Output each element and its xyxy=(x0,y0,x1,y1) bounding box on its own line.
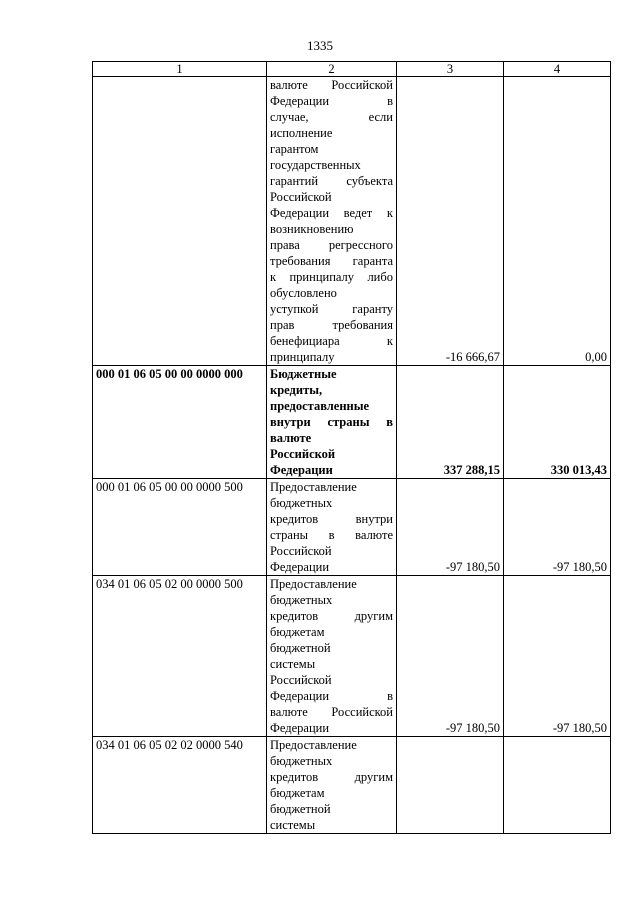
description-line: Федерации ведет к xyxy=(270,206,393,220)
description-line: Российской xyxy=(270,673,332,687)
description-line: Предоставление xyxy=(270,738,357,752)
description-line: требования гаранта xyxy=(270,254,393,268)
description-line: валюте Российской xyxy=(270,78,393,92)
description-line: бюджетных xyxy=(270,496,333,510)
value-2023-cell: 337 288,15 xyxy=(397,366,504,479)
description-cell xyxy=(267,77,397,366)
table-row xyxy=(93,737,611,834)
description-line: бенефициара к xyxy=(270,334,393,348)
description-cell xyxy=(267,366,397,479)
description-line: бюджетных xyxy=(270,593,333,607)
description-line: бюджетной xyxy=(270,641,331,655)
value-2024-cell: -97 180,50 xyxy=(504,479,611,576)
table-row xyxy=(93,366,611,479)
table-row xyxy=(93,479,611,576)
description-cell xyxy=(267,479,397,576)
description-line: права регрессного xyxy=(270,238,393,252)
description-line: кредитов внутри xyxy=(270,512,393,526)
description-line: к принципалу либо xyxy=(270,270,393,284)
description-line: гарантий субъекта xyxy=(270,174,393,188)
description-line: валюте xyxy=(270,431,312,445)
description-line: Бюджетные xyxy=(270,367,337,381)
description-line: валюте Российской xyxy=(270,705,393,719)
description-line: прав требования xyxy=(270,318,393,332)
description-line: Российской xyxy=(270,447,336,461)
description-line: Российской xyxy=(270,190,332,204)
value-2024-cell: 0,00 xyxy=(504,77,611,366)
value-2024-cell: -97 180,50 xyxy=(504,576,611,737)
description-line: Федерации в xyxy=(270,94,393,108)
description-cell xyxy=(267,576,397,737)
description-line: бюджетных xyxy=(270,754,333,768)
value-2024-cell: 330 013,43 xyxy=(504,366,611,479)
budget-code-cell: 034 01 06 05 02 02 0000 540 xyxy=(93,737,267,834)
description-line: Предоставление xyxy=(270,480,357,494)
value-2024-cell xyxy=(504,737,611,834)
description-line: внутри страны в xyxy=(270,415,393,429)
description-line: кредитов другим xyxy=(270,609,393,623)
description-line: Предоставление xyxy=(270,577,357,591)
budget-code-cell: 034 01 06 05 02 00 0000 500 xyxy=(93,576,267,737)
budget-code-cell: 000 01 06 05 00 00 0000 500 xyxy=(93,479,267,576)
table-row xyxy=(93,576,611,737)
description-line: бюджетам xyxy=(270,786,325,800)
column-header: 2 xyxy=(267,62,397,77)
value-2023-cell: -97 180,50 xyxy=(397,576,504,737)
description-cell xyxy=(267,737,397,834)
description-line: уступкой гаранту xyxy=(270,302,393,316)
description-line: Федерации xyxy=(270,721,330,735)
table-header-row xyxy=(93,62,611,77)
description-line: системы xyxy=(270,818,316,832)
description-line: Федерации в xyxy=(270,689,393,703)
budget-code-cell xyxy=(93,77,267,366)
budget-code-cell: 000 01 06 05 00 00 0000 000 xyxy=(93,366,267,479)
budget-sources-table xyxy=(92,61,611,834)
description-line: Российской xyxy=(270,544,332,558)
description-line: системы xyxy=(270,657,316,671)
description-line: принципалу xyxy=(270,350,335,364)
description-line: бюджетам xyxy=(270,625,325,639)
description-line: кредитов другим xyxy=(270,770,393,784)
value-2023-cell xyxy=(397,737,504,834)
description-line: предоставленные xyxy=(270,399,370,413)
description-line: Федерации xyxy=(270,560,330,574)
description-line: обусловлено xyxy=(270,286,337,300)
description-line: страны в валюте xyxy=(270,528,393,542)
table-row xyxy=(93,77,611,366)
description-line: кредиты, xyxy=(270,383,323,397)
description-line: бюджетной xyxy=(270,802,331,816)
description-line: исполнение xyxy=(270,126,333,140)
description-line: государственных xyxy=(270,158,361,172)
column-header: 3 xyxy=(397,62,504,77)
column-header: 1 xyxy=(93,62,267,77)
description-line: случае, если xyxy=(270,110,393,124)
value-2023-cell: -16 666,67 xyxy=(397,77,504,366)
description-line: гарантом xyxy=(270,142,319,156)
description-line: возникновению xyxy=(270,222,354,236)
column-header: 4 xyxy=(504,62,611,77)
page-number: 1335 xyxy=(307,38,333,53)
description-line: Федерации xyxy=(270,463,333,477)
value-2023-cell: -97 180,50 xyxy=(397,479,504,576)
